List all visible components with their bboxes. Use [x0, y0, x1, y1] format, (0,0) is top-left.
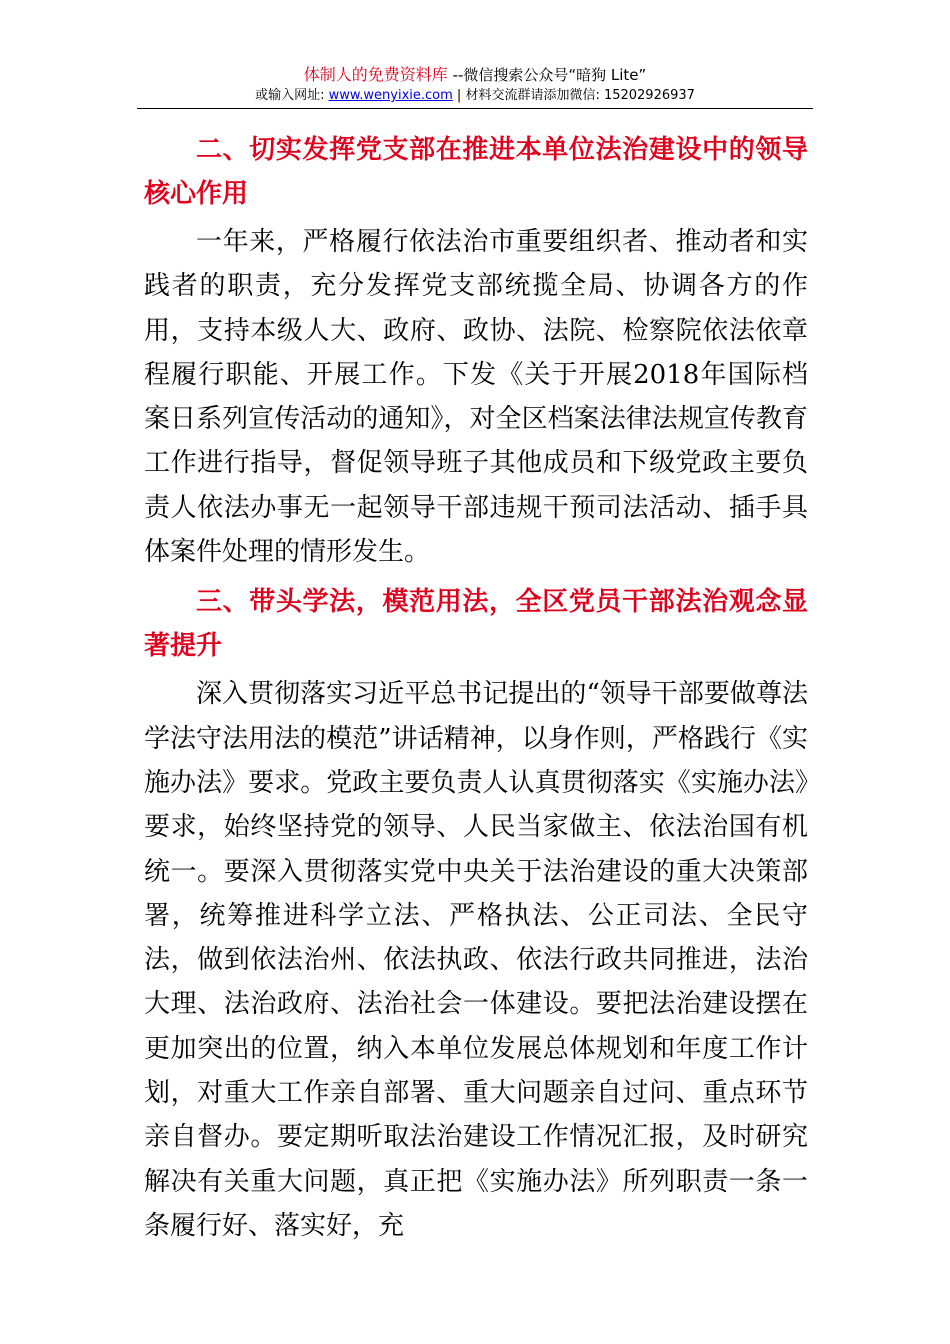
section-3-paragraph: 深入贯彻落实习近平总书记提出的“领导干部要做尊法学法守法用法的模范”讲话精神，以身作则，严格践行《实施办法》要求。党政主要负责人认真贯彻落实《实施办法》要求，始终坚持党的领导、人民当家做主、依法治国有机统一。要深入贯彻落实党中央关于法治建设的重大决策部署，统筹推进科学立法、严格执法、公正司法、全民守法，做到依法治州、依法执政、依法行政共同推进，法治大理、法治政府、法治社会一体建设。要把法治建设摆在更加突出的位置，纳入本单位发展总体规划和年度工作计划，对重大工作亲自部署、重大问题亲自过问、重点环节亲自督办。要定期听取法治建设工作情况汇报，及时研究解决有关重大问题，真正把《实施办法》所列职责一条一条履行好、落实好，充	[144, 679, 808, 1241]
wechat-contact: | 材料交流群请添加微信: 15202926937	[452, 88, 695, 103]
site-link[interactable]: www.wenyixie.com	[328, 88, 453, 103]
site-prefix: 或输入网址:	[255, 88, 329, 103]
header-contact	[0, 86, 950, 106]
section-2-paragraph: 一年来，严格履行依法治市重要组织者、推动者和实践者的职责，充分发挥党支部统揽全局、协调各方的作用，支持本级人大、政府、政协、法院、检察院依法依章程履行职能、开展工作。下发《关于开展2018年国际档案日系列宣传活动的通知》，对全区档案法律法规宣传教育工作进行指导，督促领导班子其他成员和下级党政主要负责人依法办事无一起领导干部违规干预司法活动、插手具体案件处理的情形发生。	[144, 227, 808, 568]
header-divider	[137, 108, 813, 109]
section-3-heading: 三、带头学法，模范用法，全区党员干部法治观念显著提升	[144, 587, 808, 662]
brand-title: 体制人的免费资料库	[303, 65, 448, 84]
page-header	[0, 64, 950, 106]
document-body	[144, 128, 808, 1248]
header-tagline: --微信搜索公众号“暗狗 Lite”	[447, 66, 647, 84]
header-banner	[0, 64, 950, 86]
section-2-heading: 二、切实发挥党支部在推进本单位法治建设中的领导核心作用	[144, 135, 808, 209]
